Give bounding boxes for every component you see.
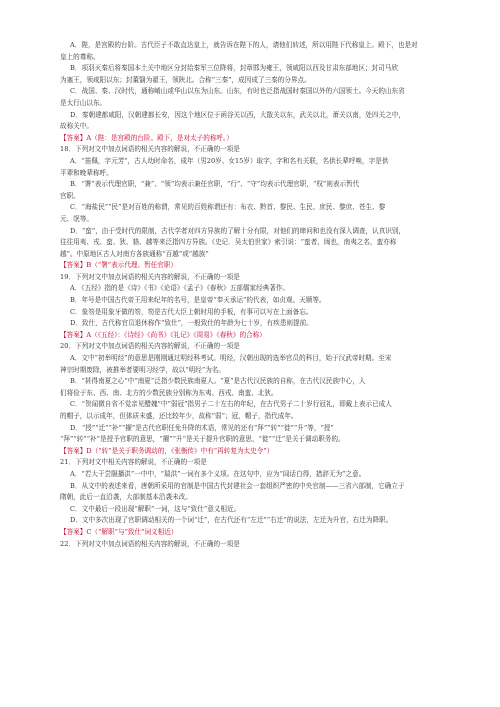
text-line: 隋朝，此后一直沿袭，大部制基本沿袭未改。 (60, 493, 192, 502)
answer-line: 【答案】B（“署”表示代理、暂任官职） (60, 261, 178, 270)
text-line: D．文中多次出现了官职调动相关的一个词“迁”，在古代还有“左迁”“右迁”的说法，左迁为升官，右迁为降职。 (70, 516, 393, 525)
question-line: 20．下列对文中加点词语的相关内容的解说，不正确的一项是 (60, 342, 240, 351)
question-line: 18．下列对文中加点词语的相关内容的解说，不正确的一项是 (60, 145, 240, 154)
text-line: D．“蛮”，由于受时代的限制，古代学者对四方异族的了解十分有限，对他们的缔问和也没有深入调查，认真识别， (70, 226, 406, 235)
text-line: 官职。 (60, 191, 80, 200)
text-line: D．致仕，古代称官员退休称作“致仕”，一般致仕的年龄为七十岁，有疾患则提前。 (70, 319, 313, 328)
text-line: B．“甚得南夏之心”中“南夏”泛指少数民族南夏人。“夏”是古代汉民族的自称，在古代汉民族中心，人 (70, 377, 366, 386)
text-line: “拜”“转”“补”是授予官职的意思，“擢”“升”是关于提升官职的意思，“徙”“迁”是关于调动职务的。 (60, 435, 345, 444)
answer-line: 【答案】C（“解职”与“致仕”词义相近） (60, 527, 178, 536)
question-line: 22．下列对文中加点词语的相关内容的解说，不正确的一项是 (60, 539, 240, 548)
text-line: 元、氓等。 (60, 214, 93, 223)
text-line: 往往用夷、戎、蛮、狄、貉、越等来泛指四方异族。《史记．吴太伯世家》索引说：“蛮者，闽也，南夷之名，蛮亦称 (60, 238, 397, 247)
text-line: D．秦朝建都咸阳，汉朝建都长安，因这个地区位于函谷关以西，大散关以东，武关以北，萧关以南，处四关之中， (70, 110, 405, 119)
answer-line: 【答案】D（“转”是关于职务调动的，《张衡传》中有“再转复为太史令”） (60, 446, 274, 455)
text-line: A．陛，是宫殿的台阶。古代臣子不敢直达皇上，就告诉在陛下的人，请他们转述，所以用陛下代称皇上。殿下，也是对 (70, 41, 418, 49)
text-line: B．项羽灭秦后将秦国本土关中地区分封给秦军三位降将，封章邯为雍王，领咸阳以西及甘肃东部地区；封司马欣 (70, 64, 398, 73)
text-line: 神宗时期废除，被推举者要明习经学，故以“明经”为名。 (60, 365, 225, 374)
text-line: 皇上的尊称。 (60, 52, 100, 61)
text-line: A．《五经》指的是《诗》《书》《论语》《孟子》《春秋》五部儒家经典著作。 (70, 284, 290, 293)
document-page (60, 40, 448, 550)
text-line: C．象笏是用象牙做的笏，笏是古代大臣上朝时用的手板，有事可以写在上面备忘。 (70, 307, 313, 316)
text-line: 为塞王，领咸阳以东；封董翳为翟王，领陕北。合称“三秦”，成因成了三秦的分界点。 (60, 75, 311, 84)
question-line: 19．下列对文中加点词语的相关内容的解说，不正确的一项是 (60, 272, 240, 281)
text-line: A．“若大干尝隰播洪”一中中，“瑞洪”一词有多个义项。在这句中，应为“闾话白得，措辞无为”之意。 (70, 469, 366, 478)
text-line: D．“授”“迁”“补”“擢”是古代官职任免升降的术语，常见的还有“拜”“转”“徙”“升”等，“授” (70, 423, 334, 432)
question-line: 21．下列对文中相关内容的解说，不正确的一项是 (60, 458, 207, 467)
text-line: 的帽子，以示成年，但体质未盛，还比较年少，故称“弱”；冠，帽子，指代成年。 (60, 412, 298, 420)
text-line: B．“署”表示代理官职，“兼”、“领”均表示兼任官职，“行”、“守”均表示代理官职，“权”则表示暂代 (70, 180, 360, 189)
text-line: C．“贺闻微自省不觉亲见醋媿”中“弱冠”指男子二十左右的年纪，在古代男子二十岁行冠礼，即戴上表示已成人 (70, 400, 392, 409)
text-line: 们将俭于东、西、南、北方的少数民族分别称为东夷、西戎、南蛮、北狄。 (60, 388, 278, 397)
text-line: 越”。中原地区古人对南方各族通称“百越”或“越族” (60, 249, 209, 258)
text-line: 故称关中。 (60, 122, 93, 131)
text-line: C．战国、秦、汉时代，通称崤山或华山以东为山东。山东，有时也泛指战国时秦国以外的六国领土。今天的山东省 (70, 87, 405, 96)
text-line: A．“笛佩，字元芳”，古人幼时命名，成年（男20岁、女15岁）取字，字和名有关联，名供长辈呼唤，字是供 (70, 156, 389, 165)
text-line: 平辈和晚辈称呼。 (60, 168, 113, 177)
text-line: B．从文中的表述来看，唐朝所采用的官制是中国古代封建社会一套组织严密的中央官制——三省六部制，它确立于 (70, 481, 405, 490)
answer-line: 【答案】A（《五经》：《诗经》《尚书》《礼记》《周易》《春秋》的合称） (60, 330, 266, 339)
text-line: B．年号是中国古代帝王用来纪年的名号，是皇帝“奉天承运”的代表，如贞观、天顺等。 (70, 296, 326, 305)
text-line: 是太行山以东。 (60, 98, 107, 107)
answer-line: 【答案】A（陛：是宫殿的台阶。殿下，是对太子的称呼。） (60, 133, 233, 142)
text-line: C．文中最后一段出现“解职”一词，这与“致仕”意义相近。 (70, 504, 241, 513)
text-line: A．文中“初举明经”的意思是刚刚通过明经科考试。明经，汉朝出现的选举官员的科目，始于汉武帝时期。至宋 (70, 354, 392, 363)
text-line: C．“海盐民”“民”是对百姓的称谓，常见的百姓称谓还有：布衣、黔首、黎民、生民、庶民、黎庶、苍生、黎 (70, 203, 386, 212)
